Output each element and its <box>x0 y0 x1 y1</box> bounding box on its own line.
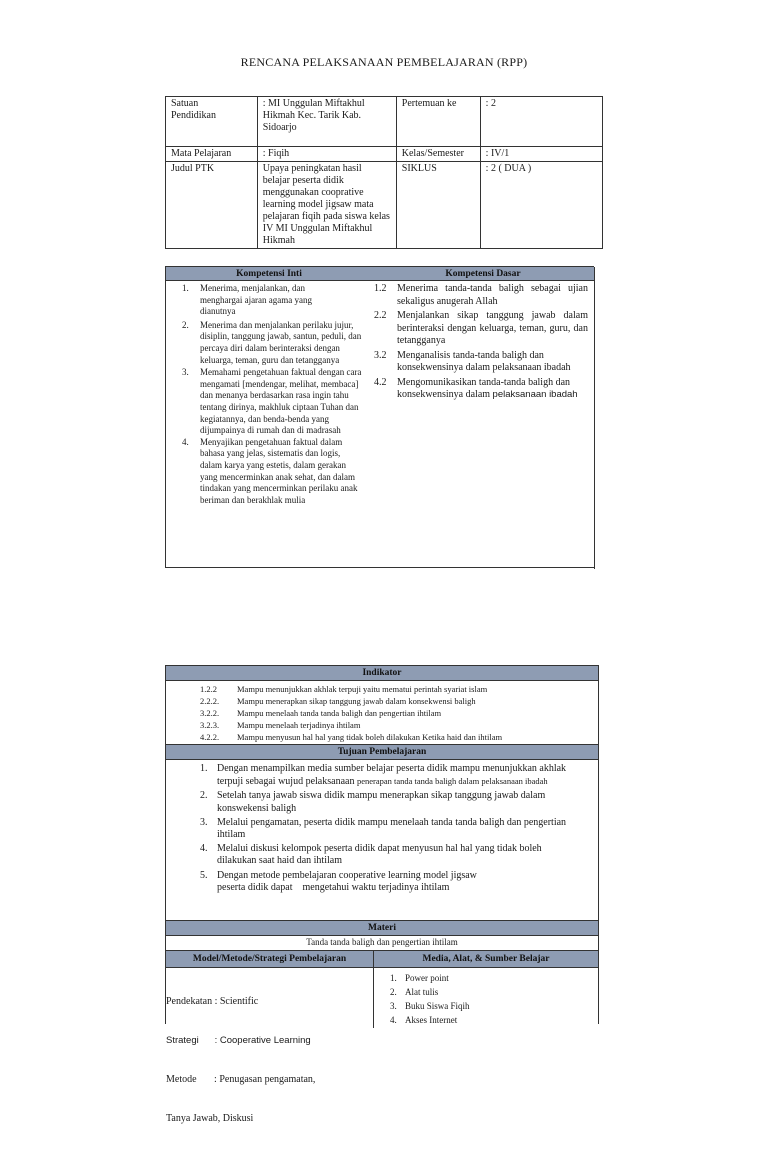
tujuan-item-5: 5. Dengan metode pembelajaran cooperative learning model jigsaw peserta didik dapat mengetahui waktu terjadinya ihtilam <box>200 869 477 893</box>
media-header: Media, Alat, & Sumber Belajar <box>422 954 550 964</box>
kompetensi-box <box>165 266 594 568</box>
indikator-header: Indikator <box>166 666 598 681</box>
satuan-value: : MI Unggulan Miftakhul Hikmah Kec. Tarik Kab. Sidoarjo <box>257 97 396 147</box>
materi-header: Materi <box>166 920 598 936</box>
media-item: 1. Power point <box>390 973 449 983</box>
tujuan-item-4: 4. Melalui diskusi kelompok peserta didik dapat menyusun hal hal yang tidak boleh dilakukan saat haid dan ihtilam <box>200 843 542 867</box>
identity-table <box>165 96 603 249</box>
indikator-item: 4.2.2. Mampu menyusun hal hal yang tidak boleh dilakukan Ketika haid dan ihtilam <box>200 732 503 742</box>
tujuan-item-2: 2. Setelah tanya jawab siswa didik mampu menerapkan sikap tanggung jawab dalam konswekensi baligh <box>200 790 546 814</box>
materi-text: Tanda tanda baligh dan pengertian ihtilam <box>166 936 598 951</box>
model-header: Model/Metode/Strategi Pembelajaran <box>166 951 374 967</box>
media-list <box>390 971 590 1027</box>
media-item: 3. Buku Siswa Fiqih <box>390 1001 470 1011</box>
tujuan-list <box>200 763 580 894</box>
siklus-value: : 2 ( DUA ) <box>480 162 602 249</box>
model-details <box>166 969 372 1151</box>
media-item: 2. Alat tulis <box>390 987 439 997</box>
pertemuan-label: Pertemuan ke <box>396 97 480 147</box>
tujuan-item-1: 1. Dengan menampilkan media sumber belajar peserta didik mampu menunjukkan akhlak terpuji sebagai wujud pelaksanaan penerapan tanda tanda baligh dalam pelaksanaan ibadah <box>200 763 567 788</box>
kd-item-1: 1.2 Menerima tanda-tanda baligh sebagai ujian sekaligus anugerah Allah <box>374 283 588 307</box>
judul-label: Judul PTK <box>166 162 258 249</box>
kelas-value: : IV/1 <box>480 147 602 162</box>
model-line: Metode : Penugasan pengamatan, <box>166 1074 316 1085</box>
model-line: Tanya Jawab, Diskusi <box>166 1113 254 1124</box>
kompetensi-header <box>166 267 594 281</box>
kd-item-3: 3.2 Menganalisis tanda-tanda baligh dan konsekwensinya dalam pelaksanaan ibadah <box>374 349 571 373</box>
pertemuan-value: : 2 <box>480 97 602 147</box>
tujuan-header: Tujuan Pembelajaran <box>166 744 598 760</box>
ki-item-3: 3. Memahami pengetahuan faktual dengan cara mengamati [mendengar, melihat, membaca] dan menanya berdasarkan rasa ingin tahu tentang dirinya, makhluk ciptaan Tuhan dan kegiatannya, dan benda-benda yang dijumpainya di rumah dan di madrasah <box>182 367 362 436</box>
mapel-label: Mata Pelajaran <box>166 147 258 162</box>
satuan-label: Satuan Pendidikan <box>166 97 258 147</box>
indikator-list <box>200 683 596 743</box>
indikator-item: 3.2.3. Mampu menelaah terjadinya ihtilam <box>200 720 361 730</box>
mapel-value: : Fiqih <box>257 147 396 162</box>
indikator-item: 1.2.2 Mampu menunjukkan akhlak terpuji yaitu mematui perintah syariat islam <box>200 684 488 694</box>
indikator-item: 2.2.2. Mampu menerapkan sikap tanggung jawab dalam konsekwensi baligh <box>200 696 476 706</box>
ki-header: Kompetensi Inti <box>236 269 302 279</box>
siklus-label: SIKLUS <box>396 162 480 249</box>
rpp-detail-box <box>165 665 599 1124</box>
kelas-label: Kelas/Semester <box>396 147 480 162</box>
model-header-row <box>166 951 598 968</box>
model-line: Pendekatan : Scientific <box>166 996 259 1007</box>
indikator-item: 3.2.2. Mampu menelaah tanda tanda baligh dan pengertian ihtilam <box>200 708 442 718</box>
kd-item-4: 4.2 Mengomunikasikan tanda-tanda baligh dan konsekwensinya dalam pelaksanaan ibadah <box>374 376 578 400</box>
page-title: RENCANA PELAKSANAAN PEMBELAJARAN (RPP) <box>240 55 528 69</box>
kd-header: Kompetensi Dasar <box>445 269 521 279</box>
ki-item-1: 1. Menerima, menjalankan, dan menghargai ajaran agama yang dianutnya <box>182 283 313 317</box>
model-line: Strategi : Cooperative Learning <box>166 1035 311 1046</box>
kd-list <box>374 283 588 402</box>
judul-value: Upaya peningkatan hasil belajar peserta didik menggunakan cooprative learning model jigsaw mata pelajaran fiqih pada siswa kelas IV MI Unggulan Miftakhul Hikmah <box>257 162 396 249</box>
tujuan-item-3: 3. Melalui pengamatan, peserta didik mampu menelaah tanda tanda baligh dan pengertian ihtilam <box>200 816 567 841</box>
ki-item-2: 2. Menerima dan menjalankan perilaku jujur, disiplin, tanggung jawab, santun, peduli, dan percaya diri dalam berinteraksi dengan keluarga, teman, guru dan tetangganya <box>182 319 362 365</box>
ki-list <box>182 283 366 506</box>
ki-item-4: 4. Menyajikan pengetahuan faktual dalam bahasa yang jelas, sistematis dan logis, dalam karya yang estetis, dalam gerakan yang mencerminkan anak sehat, dan dalam tindakan yang mencerminkan perilaku anak beriman dan berakhlak mulia <box>182 436 358 505</box>
kd-item-2: 2.2 Menjalankan sikap tanggung jawab dalam berinteraksi dengan keluarga, teman, guru, dan tetangganya <box>374 310 588 346</box>
media-item: 4. Akses Internet <box>390 1015 458 1025</box>
